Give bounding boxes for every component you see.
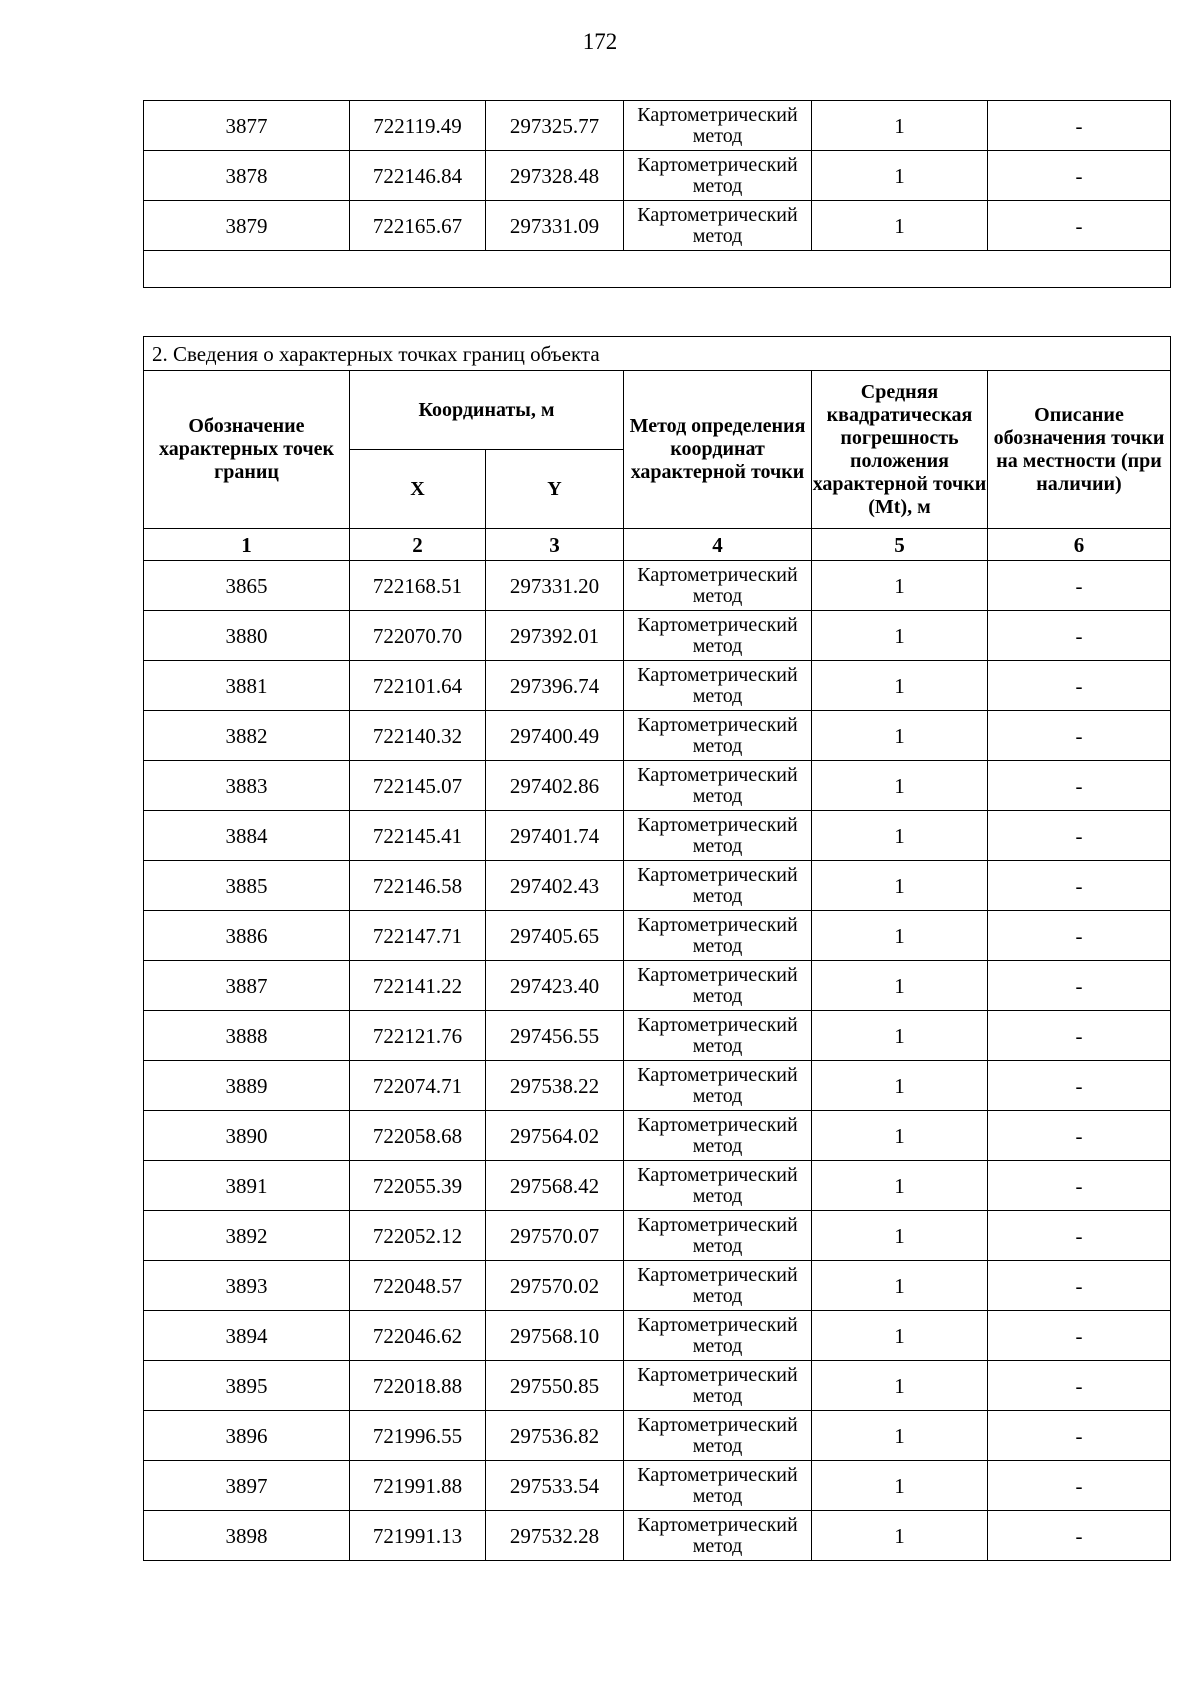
method-cell: Картометрический метод <box>624 1011 812 1061</box>
header-method: Метод определения координат характерной точки <box>624 371 812 529</box>
method-cell: Картометрический метод <box>624 561 812 611</box>
coordinate-y: 297536.82 <box>486 1411 624 1461</box>
coordinate-x: 722070.70 <box>350 611 486 661</box>
method-cell: Картометрический метод <box>624 1161 812 1211</box>
description-cell: - <box>988 1061 1171 1111</box>
coordinate-x: 722101.64 <box>350 661 486 711</box>
point-number: 3887 <box>144 961 350 1011</box>
table-row <box>144 1461 1171 1511</box>
method-cell: Картометрический метод <box>624 201 812 251</box>
error-cell: 1 <box>812 811 988 861</box>
table-row <box>144 661 1171 711</box>
error-cell: 1 <box>812 1511 988 1561</box>
error-cell: 1 <box>812 151 988 201</box>
method-cell: Картометрический метод <box>624 1261 812 1311</box>
error-cell: 1 <box>812 1011 988 1061</box>
coordinate-x: 722146.58 <box>350 861 486 911</box>
table-row <box>144 1361 1171 1411</box>
header-row <box>144 371 1171 450</box>
method-cell: Картометрический метод <box>624 661 812 711</box>
table-row <box>144 711 1171 761</box>
coordinate-x: 722046.62 <box>350 1311 486 1361</box>
section-title-row <box>144 337 1171 371</box>
point-number: 3895 <box>144 1361 350 1411</box>
error-cell: 1 <box>812 861 988 911</box>
coordinate-y: 297568.10 <box>486 1311 624 1361</box>
column-number-row <box>144 529 1171 561</box>
coordinate-y: 297570.07 <box>486 1211 624 1261</box>
table-row <box>144 1311 1171 1361</box>
coordinate-x: 722074.71 <box>350 1061 486 1111</box>
coordinate-x: 722058.68 <box>350 1111 486 1161</box>
coordinate-x: 722147.71 <box>350 911 486 961</box>
coordinate-y: 297550.85 <box>486 1361 624 1411</box>
description-cell: - <box>988 151 1171 201</box>
method-cell: Картометрический метод <box>624 811 812 861</box>
coordinate-x: 721991.88 <box>350 1461 486 1511</box>
error-cell: 1 <box>812 201 988 251</box>
table-row <box>144 1411 1171 1461</box>
method-cell: Картометрический метод <box>624 101 812 151</box>
point-number: 3881 <box>144 661 350 711</box>
characteristic-points-table <box>143 336 1171 1561</box>
table-row <box>144 1211 1171 1261</box>
point-number: 3878 <box>144 151 350 201</box>
description-cell: - <box>988 1161 1171 1211</box>
coordinate-y: 297423.40 <box>486 961 624 1011</box>
coordinate-x: 722145.41 <box>350 811 486 861</box>
method-cell: Картометрический метод <box>624 961 812 1011</box>
coordinate-y: 297456.55 <box>486 1011 624 1061</box>
coordinate-y: 297533.54 <box>486 1461 624 1511</box>
method-cell: Картометрический метод <box>624 911 812 961</box>
coordinate-y: 297402.43 <box>486 861 624 911</box>
points-table-continued-body <box>144 101 1171 251</box>
point-number: 3882 <box>144 711 350 761</box>
point-number: 3896 <box>144 1411 350 1461</box>
column-number: 6 <box>988 529 1171 561</box>
coordinate-y: 297325.77 <box>486 101 624 151</box>
description-cell: - <box>988 1211 1171 1261</box>
method-cell: Картометрический метод <box>624 761 812 811</box>
error-cell: 1 <box>812 1461 988 1511</box>
coordinate-x: 722146.84 <box>350 151 486 201</box>
table-row <box>144 1111 1171 1161</box>
characteristic-points-body <box>144 561 1171 1561</box>
description-cell: - <box>988 1461 1171 1511</box>
table-row <box>144 561 1171 611</box>
column-number: 1 <box>144 529 350 561</box>
description-cell: - <box>988 711 1171 761</box>
method-cell: Картометрический метод <box>624 1461 812 1511</box>
coordinate-y: 297331.09 <box>486 201 624 251</box>
header-error: Средняя квадратическая погрешность положения характерной точки (Mt), м <box>812 371 988 529</box>
error-cell: 1 <box>812 611 988 661</box>
description-cell: - <box>988 761 1171 811</box>
point-number: 3897 <box>144 1461 350 1511</box>
column-number: 5 <box>812 529 988 561</box>
column-number: 3 <box>486 529 624 561</box>
error-cell: 1 <box>812 711 988 761</box>
table-row <box>144 611 1171 661</box>
description-cell: - <box>988 101 1171 151</box>
coordinate-y: 297538.22 <box>486 1061 624 1111</box>
error-cell: 1 <box>812 1311 988 1361</box>
error-cell: 1 <box>812 961 988 1011</box>
point-number: 3865 <box>144 561 350 611</box>
table-row <box>144 1011 1171 1061</box>
method-cell: Картометрический метод <box>624 711 812 761</box>
coordinate-y: 297568.42 <box>486 1161 624 1211</box>
coordinate-y: 297400.49 <box>486 711 624 761</box>
table-row <box>144 811 1171 861</box>
point-number: 3891 <box>144 1161 350 1211</box>
table-row <box>144 861 1171 911</box>
method-cell: Картометрический метод <box>624 1111 812 1161</box>
coordinate-x: 722055.39 <box>350 1161 486 1211</box>
point-number: 3879 <box>144 201 350 251</box>
coordinate-y: 297401.74 <box>486 811 624 861</box>
method-cell: Картометрический метод <box>624 1411 812 1461</box>
coordinate-y: 297570.02 <box>486 1261 624 1311</box>
table-row <box>144 1511 1171 1561</box>
description-cell: - <box>988 561 1171 611</box>
method-cell: Картометрический метод <box>624 1061 812 1111</box>
method-cell: Картометрический метод <box>624 1361 812 1411</box>
error-cell: 1 <box>812 1161 988 1211</box>
error-cell: 1 <box>812 1061 988 1111</box>
table-row <box>144 201 1171 251</box>
header-designation: Обозначение характерных точек границ <box>144 371 350 529</box>
description-cell: - <box>988 1361 1171 1411</box>
coordinate-y: 297532.28 <box>486 1511 624 1561</box>
coordinate-x: 721996.55 <box>350 1411 486 1461</box>
method-cell: Картометрический метод <box>624 1311 812 1361</box>
description-cell: - <box>988 1261 1171 1311</box>
method-cell: Картометрический метод <box>624 151 812 201</box>
header-description: Описание обозначения точки на местности (при наличии) <box>988 371 1171 529</box>
table-row <box>144 1261 1171 1311</box>
method-cell: Картометрический метод <box>624 861 812 911</box>
method-cell: Картометрический метод <box>624 611 812 661</box>
coordinate-x: 722119.49 <box>350 101 486 151</box>
coordinate-x: 722168.51 <box>350 561 486 611</box>
point-number: 3892 <box>144 1211 350 1261</box>
error-cell: 1 <box>812 911 988 961</box>
table-row <box>144 1061 1171 1111</box>
description-cell: - <box>988 911 1171 961</box>
description-cell: - <box>988 1511 1171 1561</box>
description-cell: - <box>988 661 1171 711</box>
error-cell: 1 <box>812 661 988 711</box>
point-number: 3883 <box>144 761 350 811</box>
description-cell: - <box>988 1311 1171 1361</box>
error-cell: 1 <box>812 1261 988 1311</box>
point-number: 3880 <box>144 611 350 661</box>
description-cell: - <box>988 201 1171 251</box>
coordinate-y: 297396.74 <box>486 661 624 711</box>
coordinate-x: 722140.32 <box>350 711 486 761</box>
coordinate-x: 722121.76 <box>350 1011 486 1061</box>
coordinate-x: 722165.67 <box>350 201 486 251</box>
coordinate-x: 722048.57 <box>350 1261 486 1311</box>
description-cell: - <box>988 1011 1171 1061</box>
header-x: X <box>350 450 486 529</box>
point-number: 3886 <box>144 911 350 961</box>
description-cell: - <box>988 1411 1171 1461</box>
column-number: 4 <box>624 529 812 561</box>
section-title: 2. Сведения о характерных точках границ объекта <box>144 337 1171 371</box>
coordinate-y: 297331.20 <box>486 561 624 611</box>
page-number: 172 <box>582 29 618 54</box>
coordinate-y: 297564.02 <box>486 1111 624 1161</box>
point-number: 3884 <box>144 811 350 861</box>
header-coordinates: Координаты, м <box>350 371 624 450</box>
table-row <box>144 911 1171 961</box>
error-cell: 1 <box>812 1361 988 1411</box>
error-cell: 1 <box>812 101 988 151</box>
coordinate-x: 722145.07 <box>350 761 486 811</box>
table-row <box>144 761 1171 811</box>
description-cell: - <box>988 1111 1171 1161</box>
point-number: 3888 <box>144 1011 350 1061</box>
error-cell: 1 <box>812 761 988 811</box>
table-row <box>144 101 1171 151</box>
point-number: 3885 <box>144 861 350 911</box>
table-row <box>144 1161 1171 1211</box>
coordinate-y: 297392.01 <box>486 611 624 661</box>
column-number: 2 <box>350 529 486 561</box>
coordinate-x: 721991.13 <box>350 1511 486 1561</box>
error-cell: 1 <box>812 1211 988 1261</box>
method-cell: Картометрический метод <box>624 1511 812 1561</box>
coordinate-y: 297402.86 <box>486 761 624 811</box>
description-cell: - <box>988 811 1171 861</box>
error-cell: 1 <box>812 1411 988 1461</box>
description-cell: - <box>988 961 1171 1011</box>
description-cell: - <box>988 861 1171 911</box>
empty-row <box>144 251 1171 288</box>
error-cell: 1 <box>812 1111 988 1161</box>
point-number: 3894 <box>144 1311 350 1361</box>
points-table-continued <box>143 100 1171 288</box>
error-cell: 1 <box>812 561 988 611</box>
coordinate-y: 297328.48 <box>486 151 624 201</box>
point-number: 3898 <box>144 1511 350 1561</box>
coordinate-x: 722052.12 <box>350 1211 486 1261</box>
table-row <box>144 151 1171 201</box>
header-y: Y <box>486 450 624 529</box>
table-row <box>144 961 1171 1011</box>
point-number: 3893 <box>144 1261 350 1311</box>
coordinate-y: 297405.65 <box>486 911 624 961</box>
method-cell: Картометрический метод <box>624 1211 812 1261</box>
point-number: 3890 <box>144 1111 350 1161</box>
point-number: 3877 <box>144 101 350 151</box>
coordinate-x: 722018.88 <box>350 1361 486 1411</box>
coordinate-x: 722141.22 <box>350 961 486 1011</box>
point-number: 3889 <box>144 1061 350 1111</box>
description-cell: - <box>988 611 1171 661</box>
